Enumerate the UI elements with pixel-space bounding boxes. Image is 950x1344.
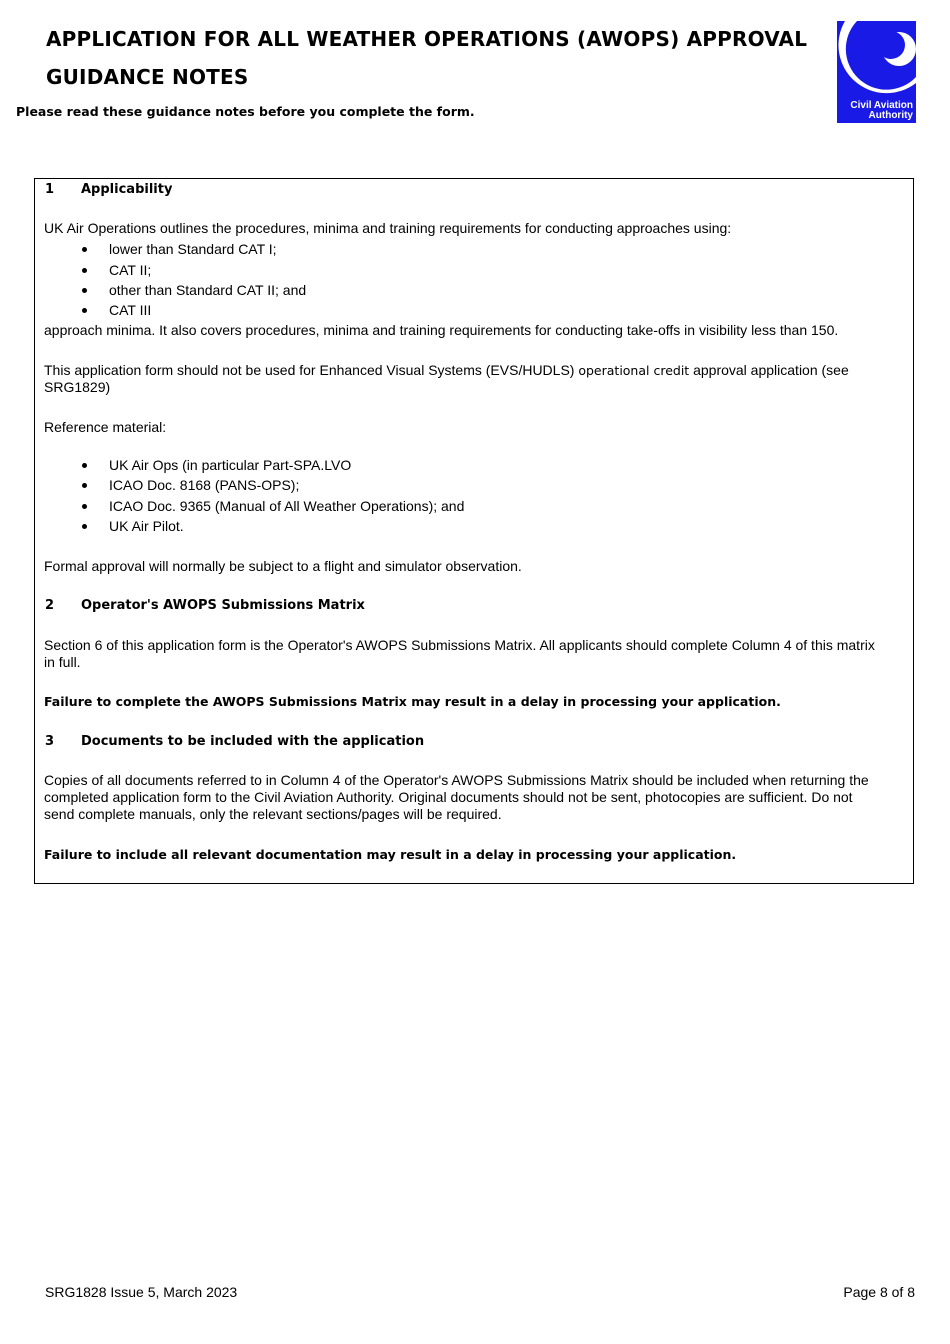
section2-body-line1: Section 6 of this application form is the Operator's AWOPS Submissions Matrix. All applicants should complete Column 4 of this matrix [44,637,875,653]
reference-label: Reference material: [44,419,167,435]
section2-warning: Failure to complete the AWOPS Submissions Matrix may result in a delay in processing your application. [44,694,781,709]
section3-body-line3: send complete manuals, only the relevant sections/pages will be required. [44,806,502,822]
bullet-icon [82,268,87,273]
section3-body-line2: completed application form to the Civil Aviation Authority. Original documents should not be sent, photocopies are sufficient. Do not [44,789,853,805]
section2-number: 2 [45,598,55,613]
reference-item: ICAO Doc. 9365 (Manual of All Weather Operations); and [109,498,465,514]
applicability-item: lower than Standard CAT I; [109,241,277,257]
reference-item: UK Air Ops (in particular Part-SPA.LVO [109,457,352,473]
applicability-item: other than Standard CAT II; and [109,282,307,298]
section1-intro: UK Air Operations outlines the procedures, minima and training requirements for conducting approaches using: [44,220,732,236]
evs-note-c: approval application (see [693,362,849,378]
bullet-icon [82,308,87,313]
section3-number: 3 [45,734,55,749]
bullet-icon [82,247,87,252]
evs-note-line1 [44,362,849,379]
applicability-item: CAT III [109,302,152,318]
reference-item: ICAO Doc. 8168 (PANS-OPS); [109,477,300,493]
section3-warning: Failure to include all relevant documentation may result in a delay in processing your application. [44,847,737,862]
logo-text [850,101,913,121]
logo-text-line1: Civil Aviation [850,100,913,111]
footer-doc-ref: SRG1828 Issue 5, March 2023 [45,1284,238,1300]
bullet-icon [82,463,87,468]
evs-note-line2: SRG1829) [44,379,111,395]
section2-body-line2: in full. [44,654,81,670]
intro-text: Please read these guidance notes before you complete the form. [16,104,475,119]
bullet-icon [82,288,87,293]
bullet-icon [82,483,87,488]
evs-note-a: This application form should not be used for Enhanced Visual Systems (EVS/HUDLS) [44,362,575,378]
logo-text-line2: Authority [868,110,913,121]
page-subtitle: GUIDANCE NOTES [46,65,249,89]
section3-body-line1: Copies of all documents referred to in Column 4 of the Operator's AWOPS Submissions Matrix should be included when returning the [44,772,869,788]
bullet-icon [82,524,87,529]
section2-title: Operator's AWOPS Submissions Matrix [81,598,365,613]
reference-item: UK Air Pilot. [109,518,184,534]
section1-number: 1 [45,182,55,197]
page-title: APPLICATION FOR ALL WEATHER OPERATIONS (AWOPS) APPROVAL [46,27,808,51]
bullet-icon [82,504,87,509]
applicability-item: CAT II; [109,262,152,278]
evs-note-b: operational credit [578,363,690,378]
footer-page-number: Page 8 of 8 [843,1284,915,1300]
formal-approval-note: Formal approval will normally be subject to a flight and simulator observation. [44,558,522,574]
section1-after-bullets: approach minima. It also covers procedures, minima and training requirements for conducting take-offs in visibility less than 150. [44,322,839,338]
guidance-box [34,178,914,884]
section3-title: Documents to be included with the application [81,734,425,749]
caa-logo [837,21,916,123]
section1-title: Applicability [81,182,173,197]
